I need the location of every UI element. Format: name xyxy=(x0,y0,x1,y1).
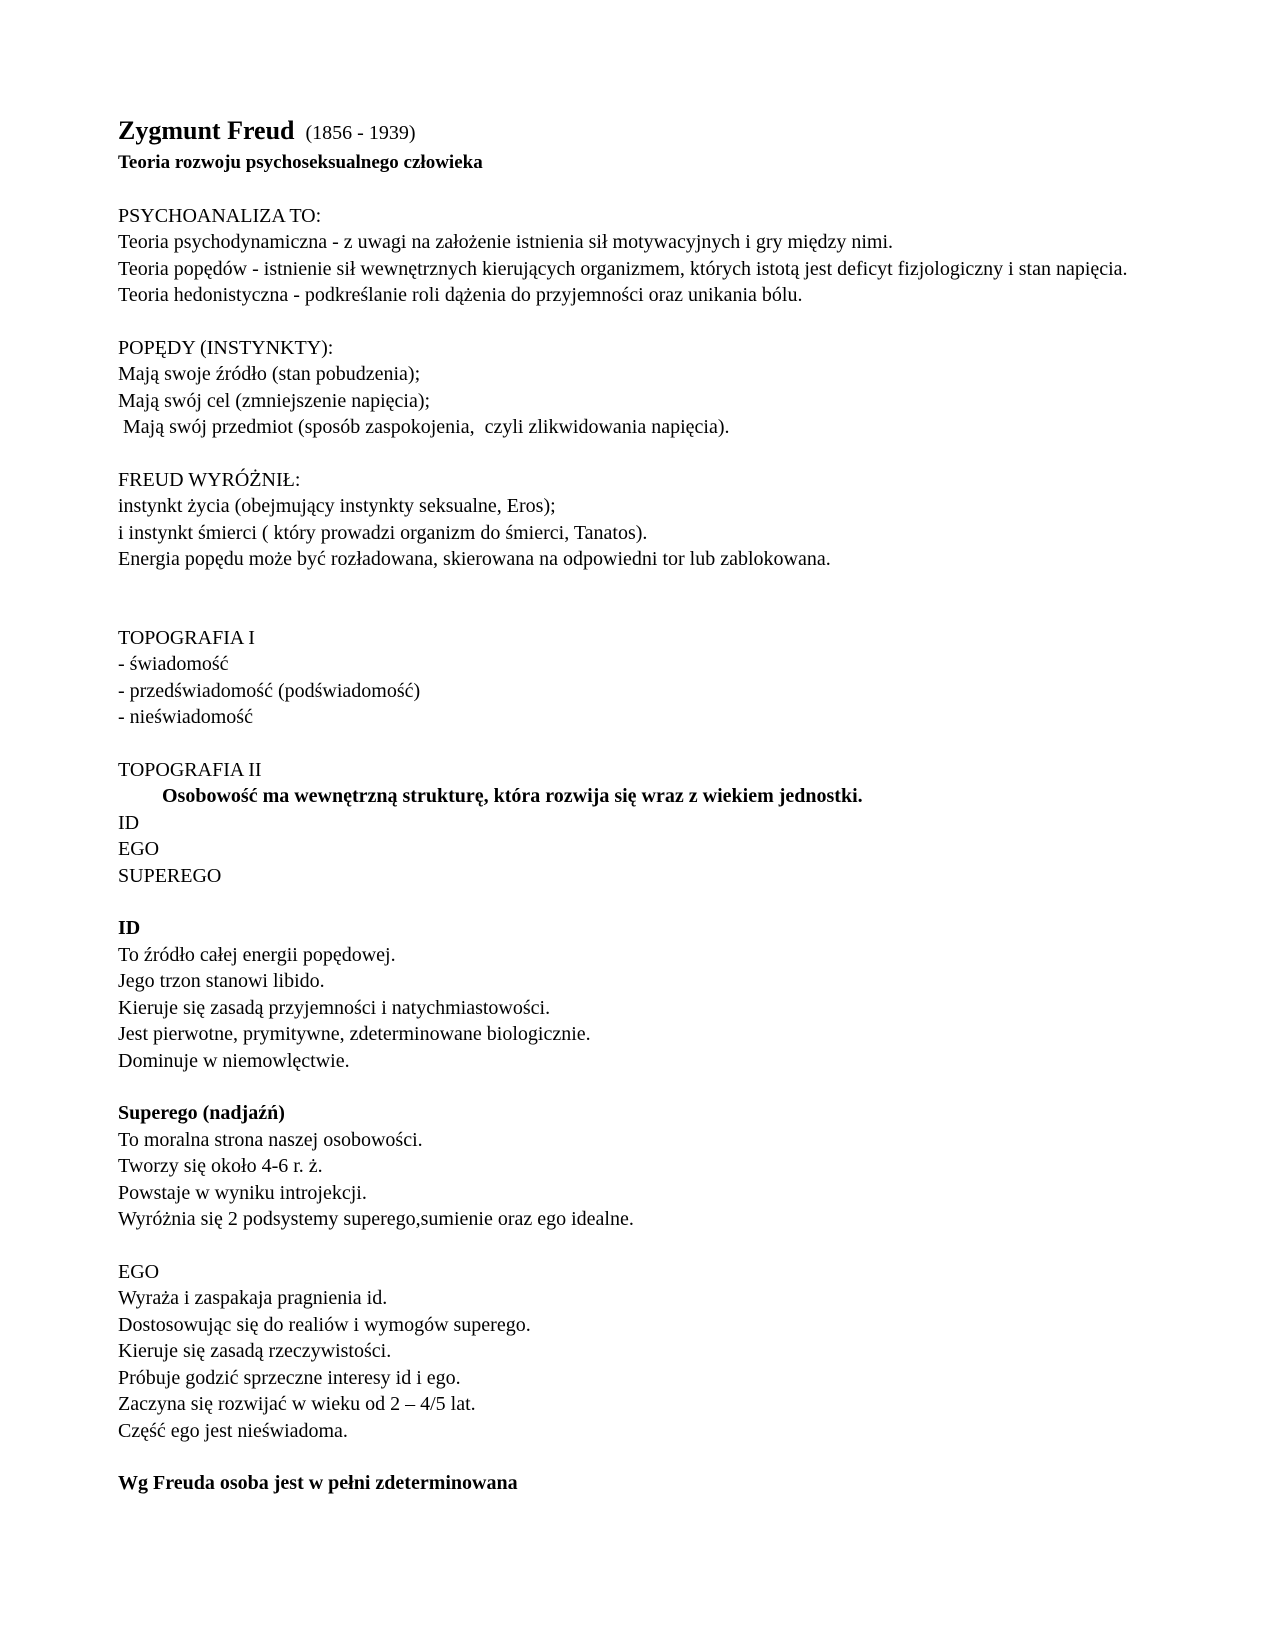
section-conclusion xyxy=(118,1470,1158,1497)
text-line: Próbuje godzić sprzeczne interesy id i ego. xyxy=(118,1366,461,1389)
conclusion-text: Wg Freuda osoba jest w pełni zdeterminowana xyxy=(118,1472,518,1494)
text-line: Teoria hedonistyczna - podkreślanie roli dążenia do przyjemności oraz unikania bólu. xyxy=(118,284,803,306)
section-heading: FREUD WYRÓŻNIŁ: xyxy=(118,468,301,491)
section-superego xyxy=(118,1100,1158,1233)
text-line: Teoria psychodynamiczna - z uwagi na założenie istnienia sił motywacyjnych i gry między nimi. xyxy=(118,231,894,253)
section-heading: TOPOGRAFIA II xyxy=(118,758,262,781)
section-heading: PSYCHOANALIZA TO: xyxy=(118,204,322,227)
section-topografia-2 xyxy=(118,757,1158,890)
list-item: EGO xyxy=(118,838,160,860)
text-line: To źródło całej energii popędowej. xyxy=(118,943,396,966)
section-ego xyxy=(118,1259,1158,1445)
text-line: To moralna strona naszej osobowości. xyxy=(118,1128,423,1151)
text-line: Powstaje w wyniku introjekcji. xyxy=(118,1181,367,1204)
text-line: Kieruje się zasadą rzeczywistości. xyxy=(118,1340,392,1362)
document-page xyxy=(118,114,1158,1497)
text-line: Jest pierwotne, prymitywne, zdeterminowane biologicznie. xyxy=(118,1023,591,1045)
document-title xyxy=(118,114,1158,150)
section-psychoanaliza xyxy=(118,203,1158,309)
section-heading: TOPOGRAFIA I xyxy=(118,626,255,649)
text-line: Dostosowując się do realiów i wymogów superego. xyxy=(118,1313,531,1336)
section-heading: EGO xyxy=(118,1260,160,1283)
document-subtitle: Teoria rozwoju psychoseksualnego człowieka xyxy=(118,152,483,173)
text-line: Teoria popędów - istnienie sił wewnętrznych kierujących organizmem, których istotą jest deficyt fizjologiczny i stan napięcia. xyxy=(118,257,1128,280)
list-item: ID xyxy=(118,811,140,834)
text-line: Zaczyna się rozwijać w wieku od 2 – 4/5 lat. xyxy=(118,1393,476,1415)
emphasis-line: Osobowość ma wewnętrzną strukturę, która rozwija się wraz z wiekiem jednostki. xyxy=(162,785,863,807)
text-line: instynkt życia (obejmujący instynkty seksualne, Eros); xyxy=(118,495,556,517)
text-line: Kieruje się zasadą przyjemności i natychmiastowości. xyxy=(118,996,551,1019)
section-popedy xyxy=(118,335,1158,441)
text-line: Dominuje w niemowlęctwie. xyxy=(118,1049,350,1072)
list-item: - nieświadomość xyxy=(118,706,253,728)
title-name: Zygmunt Freud xyxy=(118,116,295,145)
text-line: Energia popędu może być rozładowana, skierowana na odpowiedni tor lub zablokowana. xyxy=(118,548,831,570)
text-line: Mają swój cel (zmniejszenie napięcia); xyxy=(118,389,431,412)
list-item: SUPEREGO xyxy=(118,864,222,887)
text-line: Wyróżnia się 2 podsystemy superego,sumienie oraz ego idealne. xyxy=(118,1208,634,1230)
list-item: - przedświadomość (podświadomość) xyxy=(118,679,421,702)
list-item: - świadomość xyxy=(118,653,229,675)
section-topografia-1 xyxy=(118,625,1158,731)
text-line: Jego trzon stanowi libido. xyxy=(118,970,325,992)
section-heading: POPĘDY (INSTYNKTY): xyxy=(118,336,334,359)
section-heading: ID xyxy=(118,917,141,939)
section-freud-wyroznil xyxy=(118,467,1158,573)
text-line: Tworzy się około 4-6 r. ż. xyxy=(118,1155,323,1177)
text-line: Wyraża i zaspakaja pragnienia id. xyxy=(118,1287,388,1309)
section-heading: Superego (nadjaźń) xyxy=(118,1102,285,1124)
section-id xyxy=(118,915,1158,1074)
text-line: Mają swoje źródło (stan pobudzenia); xyxy=(118,363,421,385)
text-line: i instynkt śmierci ( który prowadzi organizm do śmierci, Tanatos). xyxy=(118,521,648,544)
text-line: Część ego jest nieświadoma. xyxy=(118,1419,348,1442)
title-dates: (1856 - 1939) xyxy=(305,122,416,144)
text-line: Mają swój przedmiot (sposób zaspokojenia, czyli zlikwidowania napięcia). xyxy=(118,416,730,438)
